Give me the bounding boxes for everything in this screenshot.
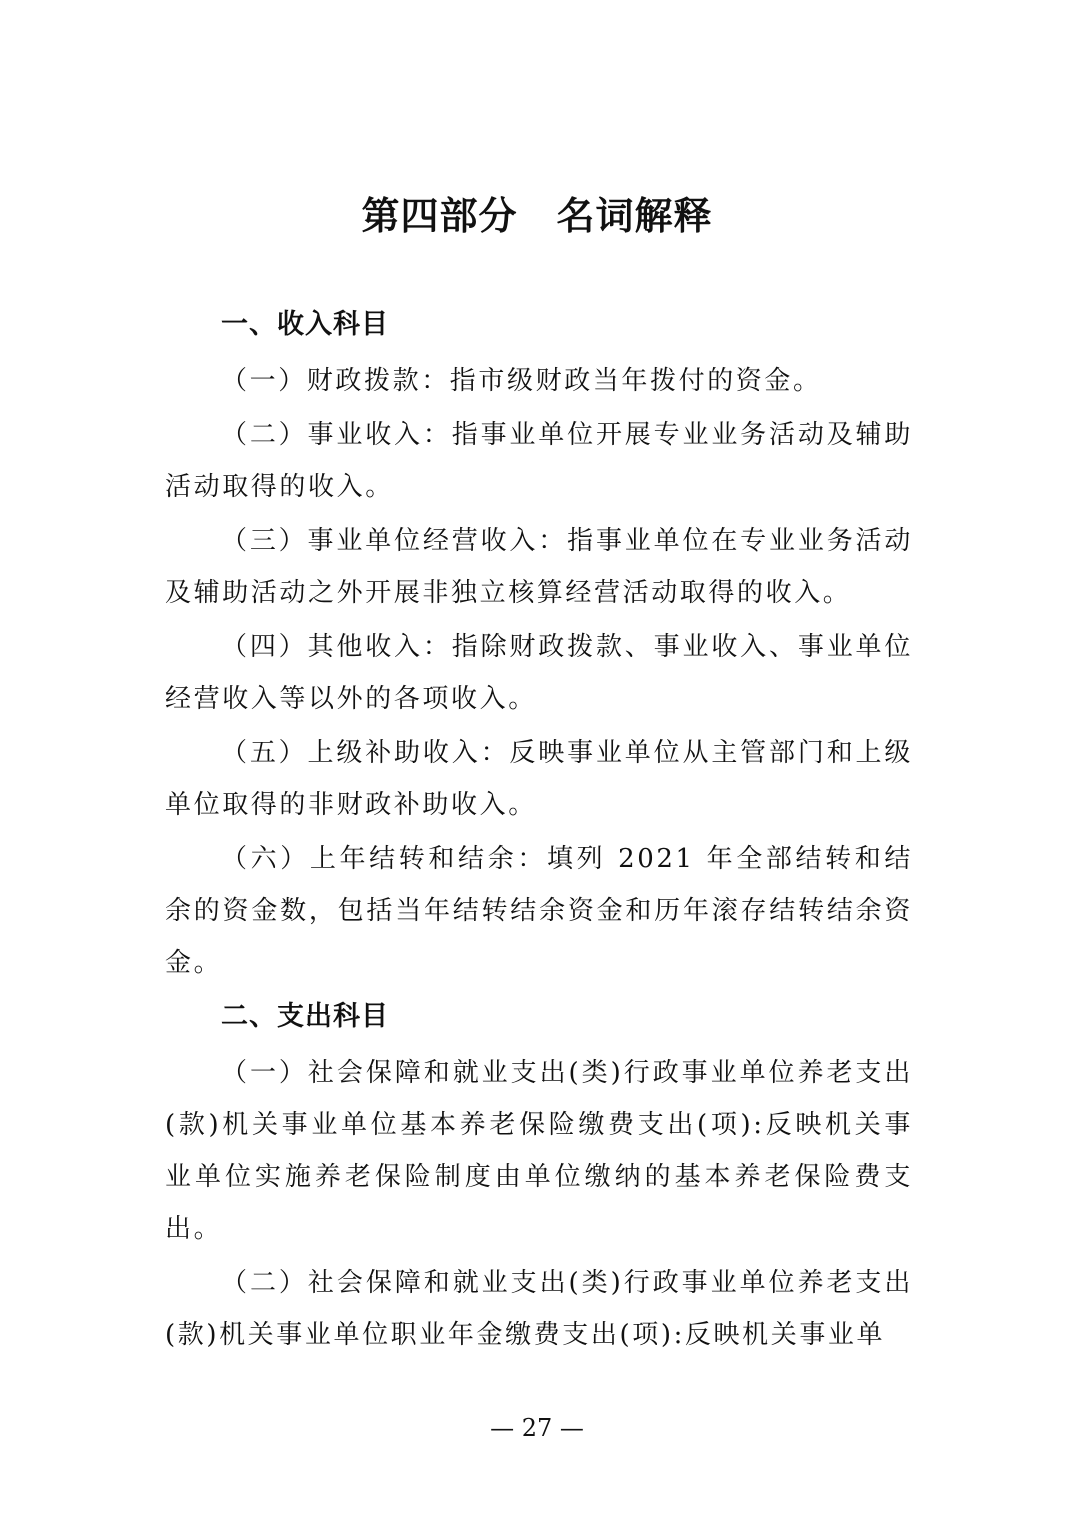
income-item-business-income: （二）事业收入：指事业单位开展专业业务活动及辅助活动取得的收入。 [165,420,913,502]
income-item-other-income: （四）其他收入：指除财政拨款、事业收入、事业单位经营收入等以外的各项收入。 [165,632,913,714]
page-title: 第四部分 名词解释 [361,194,713,238]
income-item-operating-income: （三）事业单位经营收入：指事业单位在专业业务活动及辅助活动之外开展非独立核算经营活动取得的收入。 [165,526,913,608]
expenditure-item-occupational-annuity: （二）社会保障和就业支出(类)行政事业单位养老支出(款)机关事业单位职业年金缴费支出(项):反映机关事业单 [165,1268,913,1350]
document-body [165,299,913,1363]
section-heading-expenditure: 二、支出科目 [221,1001,389,1032]
page-number: — 27 — [490,1414,584,1442]
income-item-prior-year-carryover: （六）上年结转和结余：填列 2021 年全部结转和结余的资金数，包括当年结转结余资金和历年滚存结转结余资金。 [165,844,913,978]
expenditure-item-basic-pension: （一）社会保障和就业支出(类)行政事业单位养老支出(款)机关事业单位基本养老保险缴费支出(项):反映机关事业单位实施养老保险制度由单位缴纳的基本养老保险费支出。 [165,1058,913,1244]
section-heading-income: 一、收入科目 [221,309,389,340]
income-item-fiscal-appropriation: （一）财政拨款：指市级财政当年拨付的资金。 [221,366,822,396]
income-item-superior-subsidy: （五）上级补助收入：反映事业单位从主管部门和上级单位取得的非财政补助收入。 [165,738,913,820]
